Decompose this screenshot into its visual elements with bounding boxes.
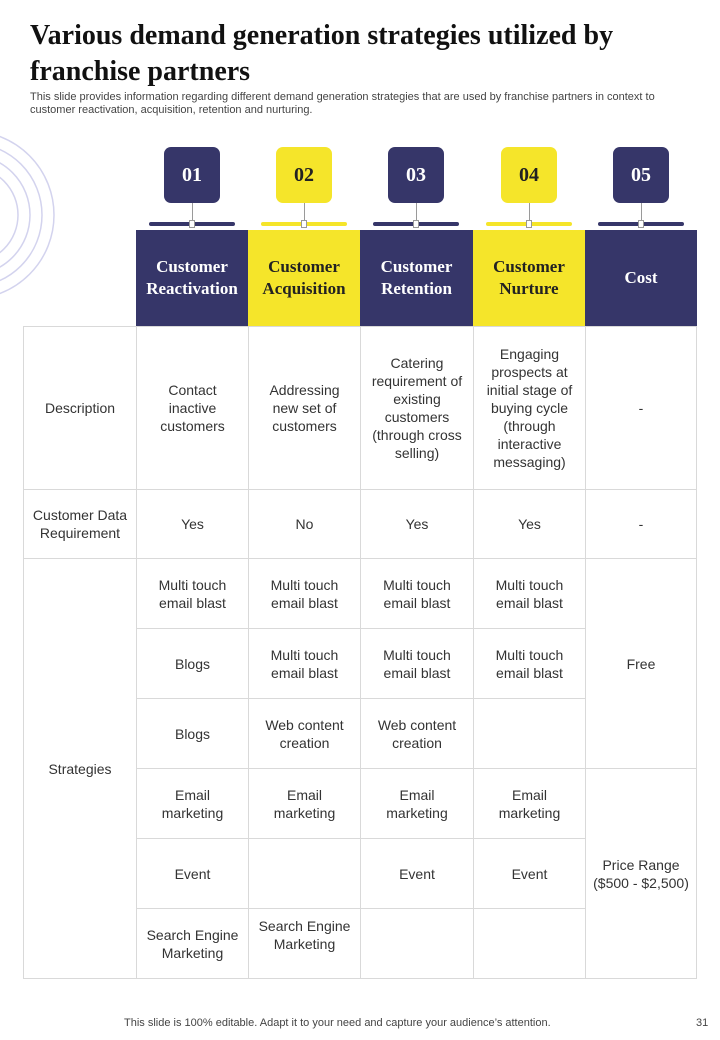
column-header-retention	[360, 230, 473, 326]
connector-knob	[638, 220, 644, 228]
number-badge-02: 02	[276, 147, 332, 203]
column-header-label: Cost	[624, 268, 658, 287]
strategy-cell: Multi touch email blast	[248, 558, 361, 629]
column-header-label: Customer Retention	[380, 257, 453, 298]
strategy-cell	[473, 908, 586, 979]
strategy-cell	[360, 908, 474, 979]
connector-knob	[526, 220, 532, 228]
table-cell: Addressing new set of customers	[248, 326, 361, 490]
connector-bar	[373, 222, 459, 226]
row-label-data-requirement: Customer Data Requirement	[23, 489, 137, 559]
strategy-cell: Blogs	[136, 628, 249, 699]
table-cell: -	[585, 326, 697, 490]
connector-knob	[189, 220, 195, 228]
strategy-cell: Multi touch email blast	[473, 628, 586, 699]
connector-bar	[261, 222, 347, 226]
strategy-cell: Web content creation	[248, 698, 361, 769]
connector-bar	[486, 222, 572, 226]
number-badge-01: 01	[164, 147, 220, 203]
strategy-cell: Blogs	[136, 698, 249, 769]
column-header-cost	[585, 230, 697, 326]
column-header-nurture	[473, 230, 585, 326]
cost-free-cell: Free	[585, 558, 697, 769]
strategy-cell: Event	[360, 838, 474, 909]
strategy-cell: Multi touch email blast	[360, 558, 474, 629]
number-badge-03: 03	[388, 147, 444, 203]
strategy-cell: Search Engine Marketing	[248, 908, 361, 979]
table-cell: -	[585, 489, 697, 559]
table-cell: No	[248, 489, 361, 559]
strategy-cell	[248, 838, 361, 909]
strategy-cell: Event	[473, 838, 586, 909]
table-cell: Engaging prospects at initial stage of buying cycle (through interactive messaging)	[473, 326, 586, 490]
strategy-cell: Event	[136, 838, 249, 909]
row-label-strategies: Strategies	[23, 558, 137, 979]
column-header-label: Customer Nurture	[493, 257, 565, 298]
strategy-cell: Search Engine Marketing	[136, 908, 249, 979]
number-badge-05: 05	[613, 147, 669, 203]
strategy-cell: Multi touch email blast	[360, 628, 474, 699]
strategy-cell: Multi touch email blast	[473, 558, 586, 629]
number-badge-04: 04	[501, 147, 557, 203]
cost-paid-cell: Price Range ($500 - $2,500)	[585, 768, 697, 979]
row-label-description: Description	[23, 326, 137, 490]
column-header-label: Customer Reactivation	[146, 257, 238, 298]
table-cell: Yes	[136, 489, 249, 559]
connector-bar	[149, 222, 235, 226]
table-cell: Yes	[473, 489, 586, 559]
strategy-cell: Email marketing	[136, 768, 249, 839]
strategy-cell: Email marketing	[473, 768, 586, 839]
strategy-cell: Email marketing	[360, 768, 474, 839]
column-header-acquisition	[248, 230, 360, 326]
connector-knob	[413, 220, 419, 228]
table-cell: Catering requirement of existing customers (through cross selling)	[360, 326, 474, 490]
strategy-cell: Web content creation	[360, 698, 474, 769]
strategy-cell: Multi touch email blast	[136, 558, 249, 629]
page-number: 31	[696, 1017, 709, 1029]
table-cell: Yes	[360, 489, 474, 559]
slide-subtitle: This slide provides information regarding different demand generation strategies that are used by franchise partners in context to customer reactivation, acquisition, retention and nurturing.	[30, 91, 655, 116]
slide-title: Various demand generation strategies utilized by franchise partners	[30, 20, 614, 87]
footer-note: This slide is 100% editable. Adapt it to your need and capture your audience’s attention.	[124, 1017, 551, 1029]
column-header-label: Customer Acquisition	[262, 257, 346, 298]
strategy-cell	[473, 698, 586, 769]
strategy-cell: Email marketing	[248, 768, 361, 839]
connector-bar	[598, 222, 684, 226]
column-header-reactivation	[136, 230, 248, 326]
table-cell: Contact inactive customers	[136, 326, 249, 490]
connector-knob	[301, 220, 307, 228]
strategy-cell: Multi touch email blast	[248, 628, 361, 699]
